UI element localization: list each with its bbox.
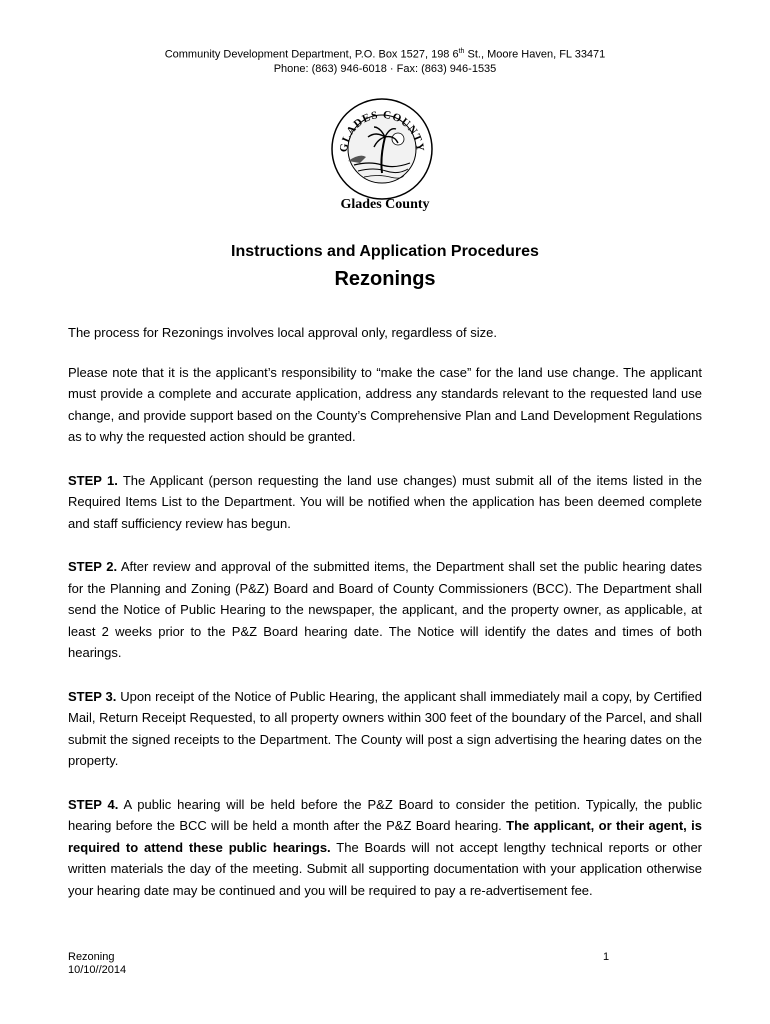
seal-text: GLADES COUNTY [337,108,427,153]
responsibility-paragraph: Please note that it is the applicant’s responsibility to “make the case” for the land use change. The applicant must provide a complete and accurate application, address any standards relevant to the requested land use change, and provide support based on the County’s Comprehensive Plan and Land Development Regulations as to why the requested action should be granted. [68,364,702,444]
county-name: Glades County [340,197,430,212]
phone-line: Phone: (863) 946-6018 · Fax: (863) 946-1535 [273,62,497,75]
address-superscript: th [458,48,465,55]
footer-doc-name: Rezoning [68,951,115,963]
step-2-text: After review and approval of the submitted items, the Department shall set the public hearing dates for the Planning and Zoning (P&Z) Board and Board of County Commissioners (BCC). The Department shall send the Notice of Public Hearing to the newspaper, the applicant, and the property owner, as applicable, at least 2 weeks prior to the P&Z Board hearing date. The Notice will identify the dates and times of both hearings. [68,559,702,660]
step-4-text-end: The Boards will not accept lengthy technical reports or other written materials the day of the meeting. Submit all supporting documentation with your application otherwise your hearing date may be continued and you will be required to pay a re-advertisement fee. [68,839,702,898]
county-seal-logo [330,97,434,201]
address-text-end: St., Moore Haven, FL 33471 [464,48,606,61]
step-3-label: STEP 3. [68,688,117,704]
step-3-paragraph [68,686,702,772]
document-body [68,322,702,923]
step-4-paragraph [68,794,702,902]
step-4-emphasis: The applicant, or their agent, is required to attend these public hearings. [68,818,702,855]
step-2-paragraph [68,556,702,664]
document-subtitle: Instructions and Application Procedures [231,243,539,260]
footer-date: 10/10//2014 [68,964,127,976]
step-2-label: STEP 2. [68,559,118,574]
page-number: 1 [603,951,610,963]
step-4-label: STEP 4. [68,796,119,812]
footer-document-info [68,951,126,977]
step-3-text: Upon receipt of the Notice of Public Hearing, the applicant shall immediately mail a copy, by Certified Mail, Return Receipt Requested, to all property owners within 300 feet of the boundary of the Parcel, and shall submit the signed receipts to the Department. The County will post a sign advertising the hearing dates on the property. [68,688,702,768]
document-title: Rezonings [334,268,436,290]
letterhead [0,45,770,76]
intro-paragraph: The process for Rezonings involves local approval only, regardless of size. [68,325,497,340]
step-1-text: The Applicant (person requesting the land use changes) must submit all of the items listed in the Required Items List to the Department. You will be notified when the application has been deemed complete and staff sufficiency review has begun. [68,472,702,531]
step-1-paragraph [68,470,702,535]
step-4-text: A public hearing will be held before the P&Z Board to consider the petition. Typically, the public hearing before the BCC will be held a month after the P&Z Board hearing. [68,796,702,833]
step-1-label: STEP 1. [68,472,118,488]
address-line [0,45,770,62]
address-text: Community Development Department, P.O. Box 1527, 198 6 [164,48,459,61]
